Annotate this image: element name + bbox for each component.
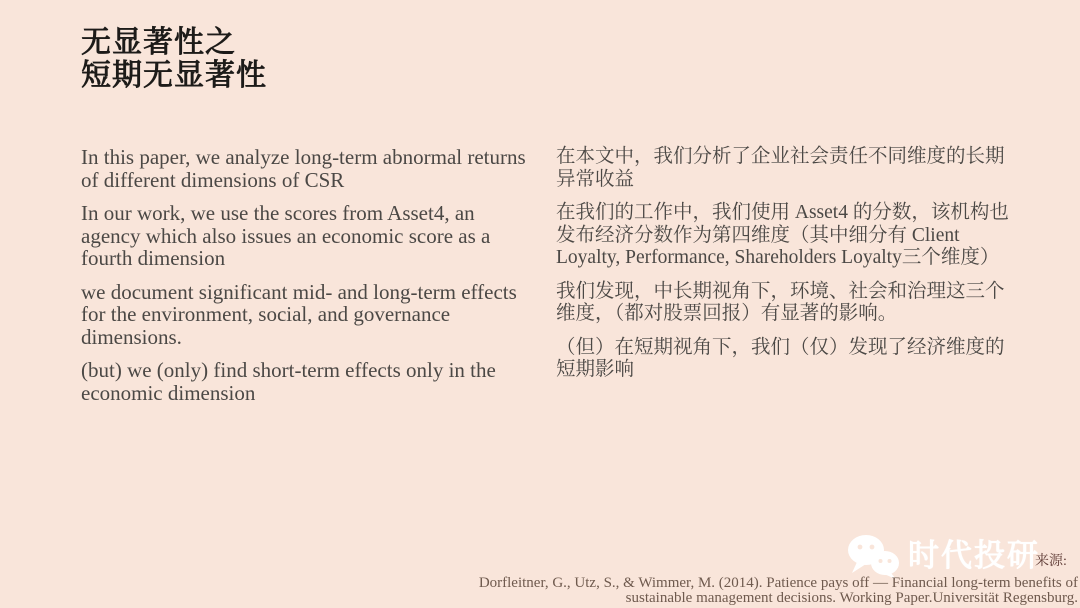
brand-logo (846, 533, 1040, 579)
chinese-paragraph-3: 我们发现，中长期视角下，环境、社会和治理这三个维度，（都对股票回报）有显著的影响。 (556, 280, 1005, 324)
content-columns (81, 146, 1011, 415)
slide-title-line1: 无显著性之 (81, 26, 236, 59)
english-paragraph-3: we document significant mid- and long-term effects for the environment, social, and governance dimensions. (81, 279, 517, 349)
citation-line1: Dorfleitner, G., Utz, S., & Wimmer, M. (2014). Patience pays off — Financial long-term benefits of (478, 575, 1078, 591)
brand-logo-text: 时代投研 (908, 538, 1040, 573)
chinese-paragraph-1: 在本文中，我们分析了企业社会责任不同维度的长期异常收益 (556, 146, 1005, 190)
english-column (81, 146, 533, 415)
english-paragraph-1: In this paper, we analyze long-term abnormal returns of different dimensions of CSR (81, 145, 526, 192)
english-paragraph-4: (but) we (only) find short-term effects only in the economic dimension (81, 358, 496, 405)
chinese-paragraph-2: 在我们的工作中，我们使用 Asset4 的分数，该机构也发布经济分数作为第四维度（其中细分有 Client Loyalty, Performance, Shareholders Loyalty三个维度） (556, 202, 1009, 268)
english-paragraph-2: In our work, we use the scores from Asset4, an agency which also issues an economic score as a fourth dimension (81, 201, 491, 270)
slide-title (81, 26, 267, 92)
chinese-column (556, 146, 1011, 415)
citation-line2: sustainable management decisions. Working Paper.Universität Regensburg. (625, 589, 1078, 606)
chinese-paragraph-4: （但）在短期视角下，我们（仅）发现了经济维度的短期影响 (556, 336, 1005, 380)
wechat-bubbles-icon (846, 533, 902, 579)
citation (378, 576, 1078, 605)
slide-title-line2: 短期无显著性 (81, 59, 267, 92)
source-label: 来源: (1035, 554, 1067, 569)
